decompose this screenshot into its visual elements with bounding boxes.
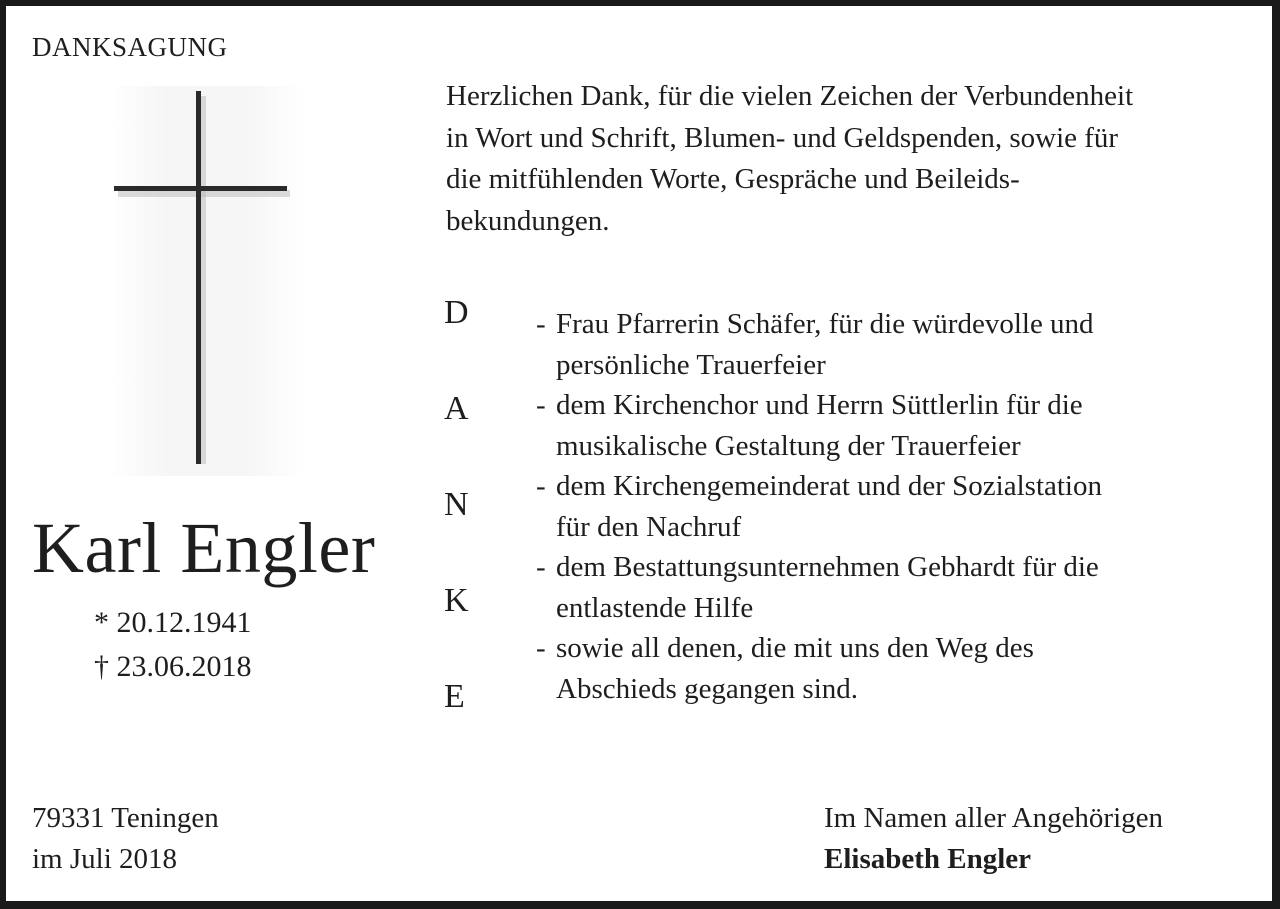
birth-date: * 20.12.1941 xyxy=(94,606,252,639)
signature-block xyxy=(824,798,1163,880)
deceased-name: Karl Engler xyxy=(32,508,376,588)
list-item-line: Abschieds gegangen sind. xyxy=(556,672,859,705)
danke-letter: E xyxy=(444,678,465,715)
list-item xyxy=(536,466,1266,547)
danke-letter: N xyxy=(444,486,469,523)
intro-line: Herzlichen Dank, für die vielen Zeichen der Verbundenheit xyxy=(446,80,1134,112)
list-item-line: Frau Pfarrerin Schäfer, für die würdevolle und xyxy=(556,308,1094,340)
signer-name: Elisabeth Engler xyxy=(824,843,1032,875)
list-item xyxy=(536,304,1266,385)
list-item-line: dem Kirchengemeinderat und der Sozialstation xyxy=(556,470,1102,502)
danke-letter: A xyxy=(444,390,469,427)
list-item xyxy=(536,628,1266,709)
list-item-line: musikalische Gestaltung der Trauerfeier xyxy=(556,429,1021,462)
list-bullet: - xyxy=(536,551,546,583)
list-item-line: sowie all denen, die mit uns den Weg des xyxy=(556,632,1034,664)
list-bullet: - xyxy=(536,632,546,664)
intro-line: in Wort und Schrift, Blumen- und Geldspenden, sowie für xyxy=(446,121,1119,154)
list-item-line: für den Nachruf xyxy=(556,510,742,543)
list-item-line: persönliche Trauerfeier xyxy=(556,348,826,381)
death-date: † 23.06.2018 xyxy=(94,650,252,683)
danke-letter: D xyxy=(444,294,469,331)
date: im Juli 2018 xyxy=(32,843,178,875)
on-behalf-text: Im Namen aller Angehörigen xyxy=(824,802,1164,834)
intro-text xyxy=(446,76,1266,242)
latin-cross-icon xyxy=(106,86,306,476)
list-item xyxy=(536,385,1266,466)
obituary-card xyxy=(6,6,1272,901)
life-dates xyxy=(94,601,252,689)
place: 79331 Teningen xyxy=(32,802,219,834)
list-item xyxy=(536,547,1266,628)
heading-danksagung: DANKSAGUNG xyxy=(32,32,228,62)
list-bullet: - xyxy=(536,389,546,421)
list-bullet: - xyxy=(536,470,546,502)
intro-line: die mitfühlenden Worte, Gespräche und Beileids- xyxy=(446,163,1020,195)
list-item-line: dem Kirchenchor und Herrn Süttlerlin für die xyxy=(556,389,1083,421)
thanks-list xyxy=(536,304,1266,709)
intro-line: bekundungen. xyxy=(446,204,610,237)
list-bullet: - xyxy=(536,308,546,340)
place-and-date xyxy=(32,798,219,880)
list-item-line: dem Bestattungsunternehmen Gebhardt für die xyxy=(556,551,1099,583)
list-item-line: entlastende Hilfe xyxy=(556,591,754,624)
danke-letter: K xyxy=(444,582,469,619)
